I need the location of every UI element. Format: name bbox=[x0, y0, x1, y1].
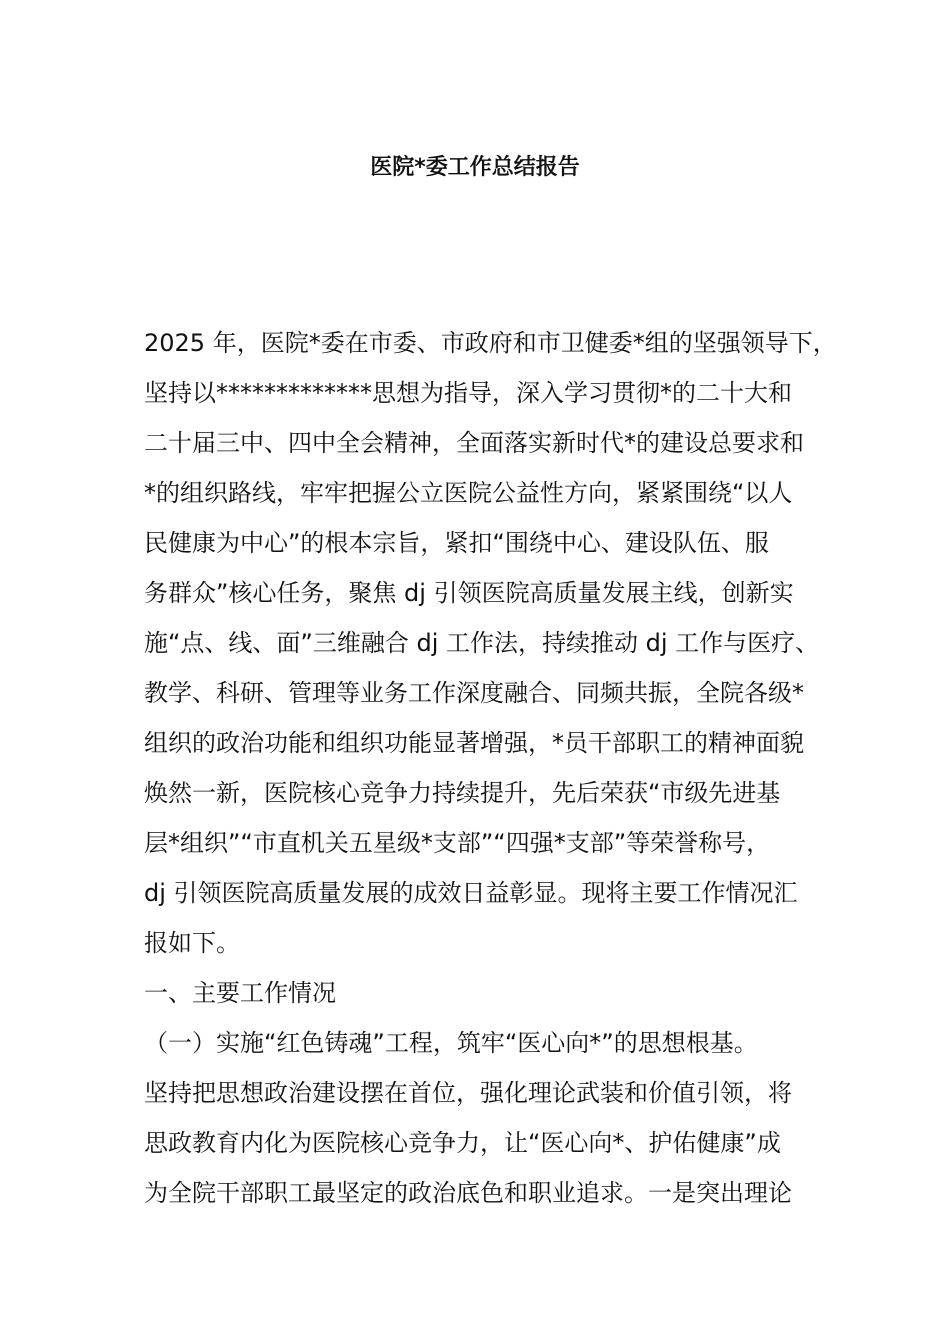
body-line: 务群众”核心任务，聚焦 dj 引领医院高质量发展主线，创新实 bbox=[144, 579, 794, 607]
body-line: 坚持以*************思想为指导，深入学习贯彻*的二十大和 bbox=[144, 379, 792, 407]
body-line: 为全院干部职工最坚定的政治底色和职业追求。一是突出理论 bbox=[144, 1179, 792, 1207]
body-line: 民健康为中心”的根本宗旨，紧扣“围绕中心、建设队伍、服 bbox=[144, 529, 769, 557]
subsection-heading: （一）实施“红色铸魂”工程，筑牢“医心向*”的思想根基。 bbox=[144, 1029, 758, 1057]
body-line: 坚持把思想政治建设摆在首位，强化理论武装和价值引领，将 bbox=[144, 1079, 792, 1107]
body-line: 教学、科研、管理等业务工作深度融合、同频共振，全院各级* bbox=[144, 679, 804, 707]
body-line: dj 引领医院高质量发展的成效日益彰显。现将主要工作情况汇 bbox=[144, 879, 798, 907]
body-line: 报如下。 bbox=[144, 929, 240, 957]
body-line: 组织的政治功能和组织功能显著增强，*员干部职工的精神面貌 bbox=[144, 729, 804, 757]
body-line: 2025 年，医院*委在市委、市政府和市卫健委*组的坚强领导下， bbox=[144, 329, 837, 357]
body-line: *的组织路线，牢牢把握公立医院公益性方向，紧紧围绕“以人 bbox=[144, 479, 793, 507]
section-heading: 一、主要工作情况 bbox=[144, 979, 336, 1007]
body-line: 焕然一新，医院核心竞争力持续提升，先后荣获“市级先进基 bbox=[144, 779, 781, 807]
body-line: 层*组织”“市直机关五星级*支部”“四强*支部”等荣誉称号， bbox=[144, 829, 771, 857]
body-line: 施“点、线、面”三维融合 dj 工作法，持续推动 dj 工作与医疗、 bbox=[144, 629, 820, 657]
document-body bbox=[144, 318, 837, 1218]
document-title: 医院*委工作总结报告 bbox=[370, 155, 580, 180]
body-line: 二十届三中、四中全会精神，全面落实新时代*的建设总要求和 bbox=[144, 429, 804, 457]
body-line: 思政教育内化为医院核心竞争力，让“医心向*、护佑健康”成 bbox=[144, 1129, 781, 1157]
